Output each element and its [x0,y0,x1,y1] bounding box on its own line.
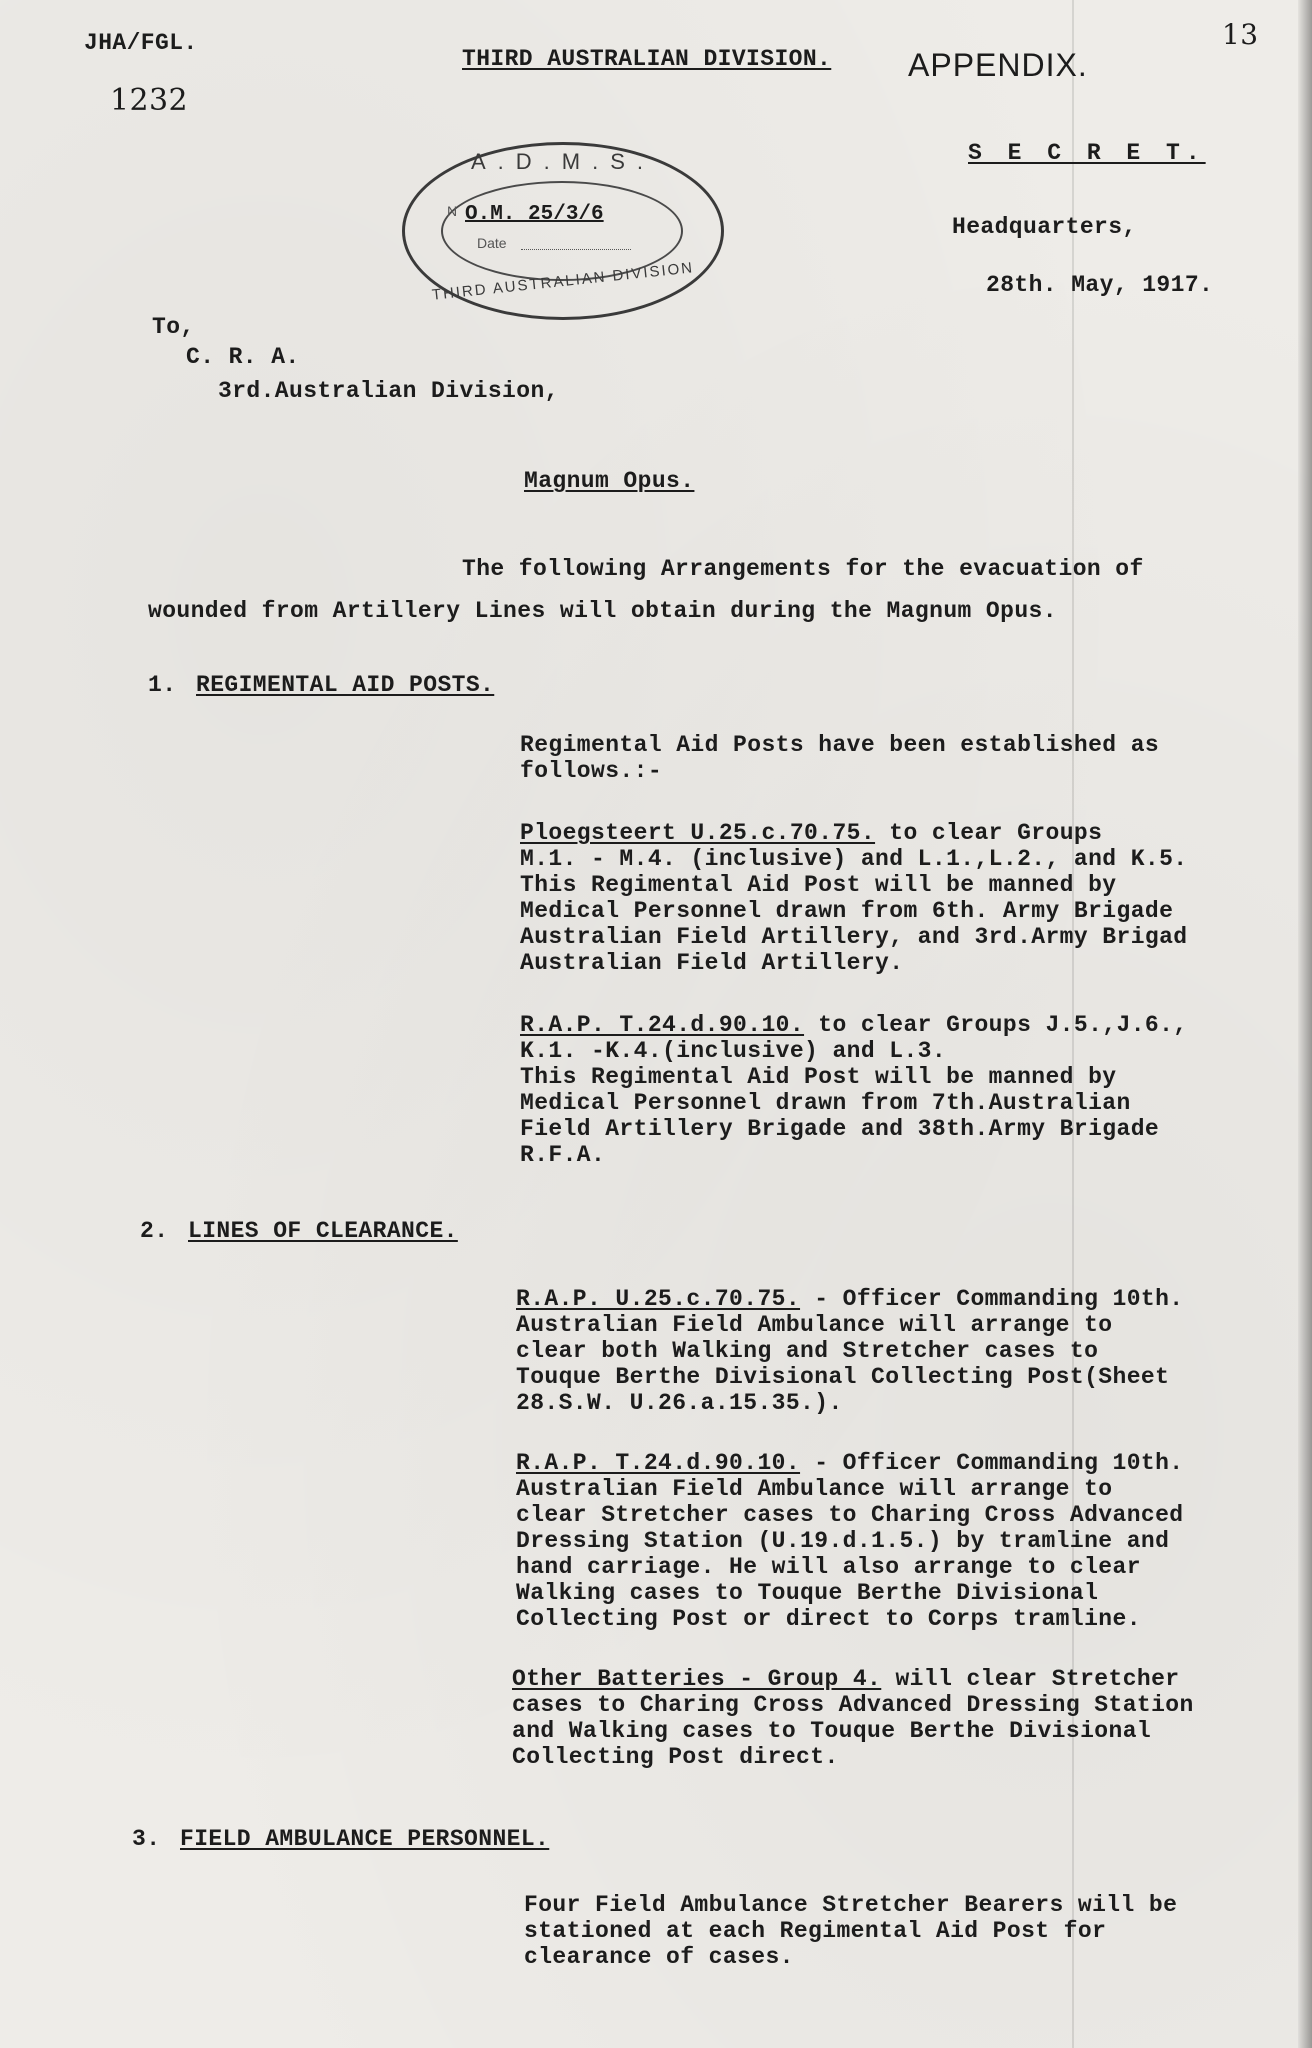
subject-line: Magnum Opus. [524,468,695,494]
section-2-para-2-continuation: - Officer Commanding 10th. [800,1450,1184,1476]
classification-secret: S E C R E T. [968,140,1206,166]
section-1-para-3-line-4: Medical Personnel drawn from 7th.Australian [520,1090,1131,1116]
section-1-para-3-reference: R.A.P. T.24.d.90.10. [520,1012,805,1038]
section-1-para-3-line-3: This Regimental Aid Post will be manned by [520,1064,1117,1090]
section-3-para-1-line-2: stationed at each Regimental Aid Post for [524,1918,1107,1944]
section-1-para-2-line-4: Medical Personnel drawn from 6th. Army Brigade [520,898,1174,924]
page-edge-shadow [1298,0,1312,2048]
division-heading: THIRD AUSTRALIAN DIVISION. [462,46,832,72]
section-3-para-1-line-1: Four Field Ambulance Stretcher Bearers will be [524,1892,1178,1918]
section-2-para-3-line-4: Collecting Post direct. [512,1744,839,1770]
section-1-para-1-line-1: Regimental Aid Posts have been established as [520,732,1160,758]
section-3-heading: FIELD AMBULANCE PERSONNEL. [180,1826,550,1852]
section-2-heading: LINES OF CLEARANCE. [188,1218,458,1244]
document-number: 1232 [110,83,188,118]
section-2-para-2-line-4: Dressing Station (U.19.d.1.5.) by tramline and [516,1528,1170,1554]
section-1-para-2-line-2: M.1. - M.4. (inclusive) and L.1.,L.2., and K.5. [520,846,1188,872]
section-2-para-1-line-2: Australian Field Ambulance will arrange to [516,1312,1113,1338]
section-1-number: 1. [148,672,177,698]
section-2-para-3-line-3: and Walking cases to Touque Berthe Divisional [512,1718,1152,1744]
section-2-para-2-line-7: Collecting Post or direct to Corps tramline. [516,1606,1141,1632]
intro-line-2: wounded from Artillery Lines will obtain during the Magnum Opus. [148,598,1057,624]
section-1-para-2-continuation: to clear Groups [875,820,1103,846]
section-2-para-2-line-2: Australian Field Ambulance will arrange to [516,1476,1113,1502]
section-1-para-2-line-3: This Regimental Aid Post will be manned by [520,872,1117,898]
section-2-para-1-line-5: 28.S.W. U.26.a.15.35.). [516,1390,843,1416]
stamp-date-label: Date [477,235,507,251]
section-2-para-1-line-1 [516,1286,1184,1312]
section-1-para-3-line-2: K.1. -K.4.(inclusive) and L.3. [520,1038,947,1064]
section-2-para-3-line-2: cases to Charing Cross Advanced Dressing Station [512,1692,1194,1718]
page-number: 13 [1222,18,1259,51]
adms-stamp [402,142,724,320]
section-2-para-2-line-5: hand carriage. He will also arrange to clear [516,1554,1141,1580]
section-1-para-2-line-6: Australian Field Artillery. [520,950,904,976]
intro-line-1: The following Arrangements for the evacuation of [462,556,1144,582]
section-1-para-3-line-6: R.F.A. [520,1142,606,1168]
section-2-para-1-line-4: Touque Berthe Divisional Collecting Post(Sheet [516,1364,1170,1390]
section-2-para-2-line-3: clear Stretcher cases to Charing Cross Advanced [516,1502,1184,1528]
section-1-para-3-line-1 [520,1012,1188,1038]
section-2-para-1-reference: R.A.P. U.25.c.70.75. [516,1286,801,1312]
stamp-number-label: N [447,203,458,219]
stamp-top-text: A.D.M.S. [470,149,655,174]
section-2-para-1-line-3: clear both Walking and Stretcher cases to [516,1338,1099,1364]
section-1-para-2-line-1 [520,820,1102,846]
addressee-line-2: 3rd.Australian Division, [218,378,559,404]
section-1-para-2-line-5: Australian Field Artillery, and 3rd.Army Brigad [520,924,1188,950]
section-2-para-1-continuation: - Officer Commanding 10th. [800,1286,1184,1312]
stamp-bottom-text: THIRD AUSTRALIAN DIVISION [431,259,695,304]
section-2-para-3-reference: Other Batteries - Group 4. [512,1666,882,1692]
section-1-para-1-line-2: follows.:- [520,758,663,784]
section-3-number: 3. [132,1826,161,1852]
section-1-para-3-continuation: to clear Groups J.5.,J.6., [804,1012,1188,1038]
section-2-para-2-reference: R.A.P. T.24.d.90.10. [516,1450,801,1476]
section-2-number: 2. [140,1218,169,1244]
stamp-reference: O.M. 25/3/6 [465,203,604,226]
origin-place: Headquarters, [952,214,1137,240]
addressee-line-1: C. R. A. [186,344,300,370]
section-2-para-2-line-1 [516,1450,1184,1476]
section-3-para-1-line-3: clearance of cases. [524,1944,794,1970]
section-2-para-3-line-1 [512,1666,1180,1692]
file-reference: JHA/FGL. [84,30,198,56]
section-1-para-3-line-5: Field Artillery Brigade and 38th.Army Brigade [520,1116,1160,1142]
section-2-para-2-line-6: Walking cases to Touque Berthe Divisional [516,1580,1099,1606]
stamp-date-line [521,249,631,250]
appendix-label: APPENDIX. [908,47,1088,83]
origin-date: 28th. May, 1917. [986,272,1214,298]
addressee-to: To, [152,314,195,340]
section-1-para-2-reference: Ploegsteert U.25.c.70.75. [520,820,876,846]
section-2-para-3-continuation: will clear Stretcher [881,1666,1180,1692]
section-1-heading: REGIMENTAL AID POSTS. [196,672,495,698]
